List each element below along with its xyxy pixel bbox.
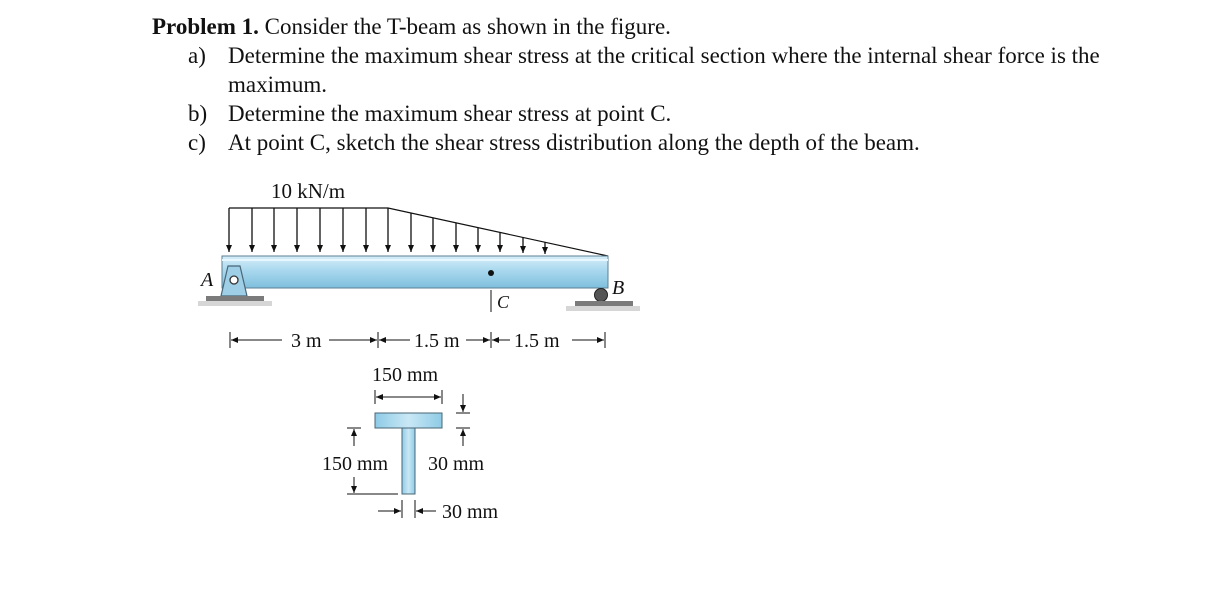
problem-intro-text: Consider the T-beam as shown in the figure. bbox=[264, 14, 671, 39]
ground-plate-b bbox=[575, 301, 633, 306]
ground-hatch-a bbox=[198, 301, 272, 306]
support-b-label: B bbox=[612, 277, 625, 299]
web-depth-label: 150 mm bbox=[322, 453, 389, 475]
point-c-label: C bbox=[497, 292, 510, 312]
part-b-label: b) bbox=[188, 101, 208, 126]
pin-icon bbox=[230, 276, 238, 284]
problem-heading: Problem 1. bbox=[152, 14, 259, 39]
point-c-marker bbox=[488, 270, 494, 276]
web-thickness-label: 30 mm bbox=[442, 501, 499, 523]
dim-1-5m-label-2: 1.5 m bbox=[514, 330, 560, 352]
web bbox=[402, 428, 415, 494]
ground-plate-a bbox=[206, 296, 264, 301]
roller-icon bbox=[595, 289, 608, 302]
flange-thickness-label: 30 mm bbox=[428, 453, 485, 475]
part-a-text: Determine the maximum shear stress at the critical section where the internal shear force is the maximum. bbox=[228, 43, 1100, 97]
dim-3m-label: 3 m bbox=[291, 330, 322, 352]
dim-1-5m-label: 1.5 m bbox=[414, 330, 460, 352]
support-a-label: A bbox=[201, 269, 214, 291]
load-arrows bbox=[229, 208, 545, 254]
flange-width-label: 150 mm bbox=[372, 364, 439, 386]
part-c-label: c) bbox=[188, 130, 206, 155]
ground-hatch-b bbox=[566, 306, 640, 311]
part-c-text: At point C, sketch the shear stress distribution along the depth of the beam. bbox=[228, 130, 920, 155]
load-outline bbox=[229, 208, 608, 256]
flange bbox=[375, 413, 442, 428]
part-a-label: a) bbox=[188, 43, 206, 68]
load-label: 10 kN/m bbox=[271, 179, 346, 203]
distributed-load bbox=[229, 179, 608, 256]
part-b-text: Determine the maximum shear stress at point C. bbox=[228, 101, 672, 126]
